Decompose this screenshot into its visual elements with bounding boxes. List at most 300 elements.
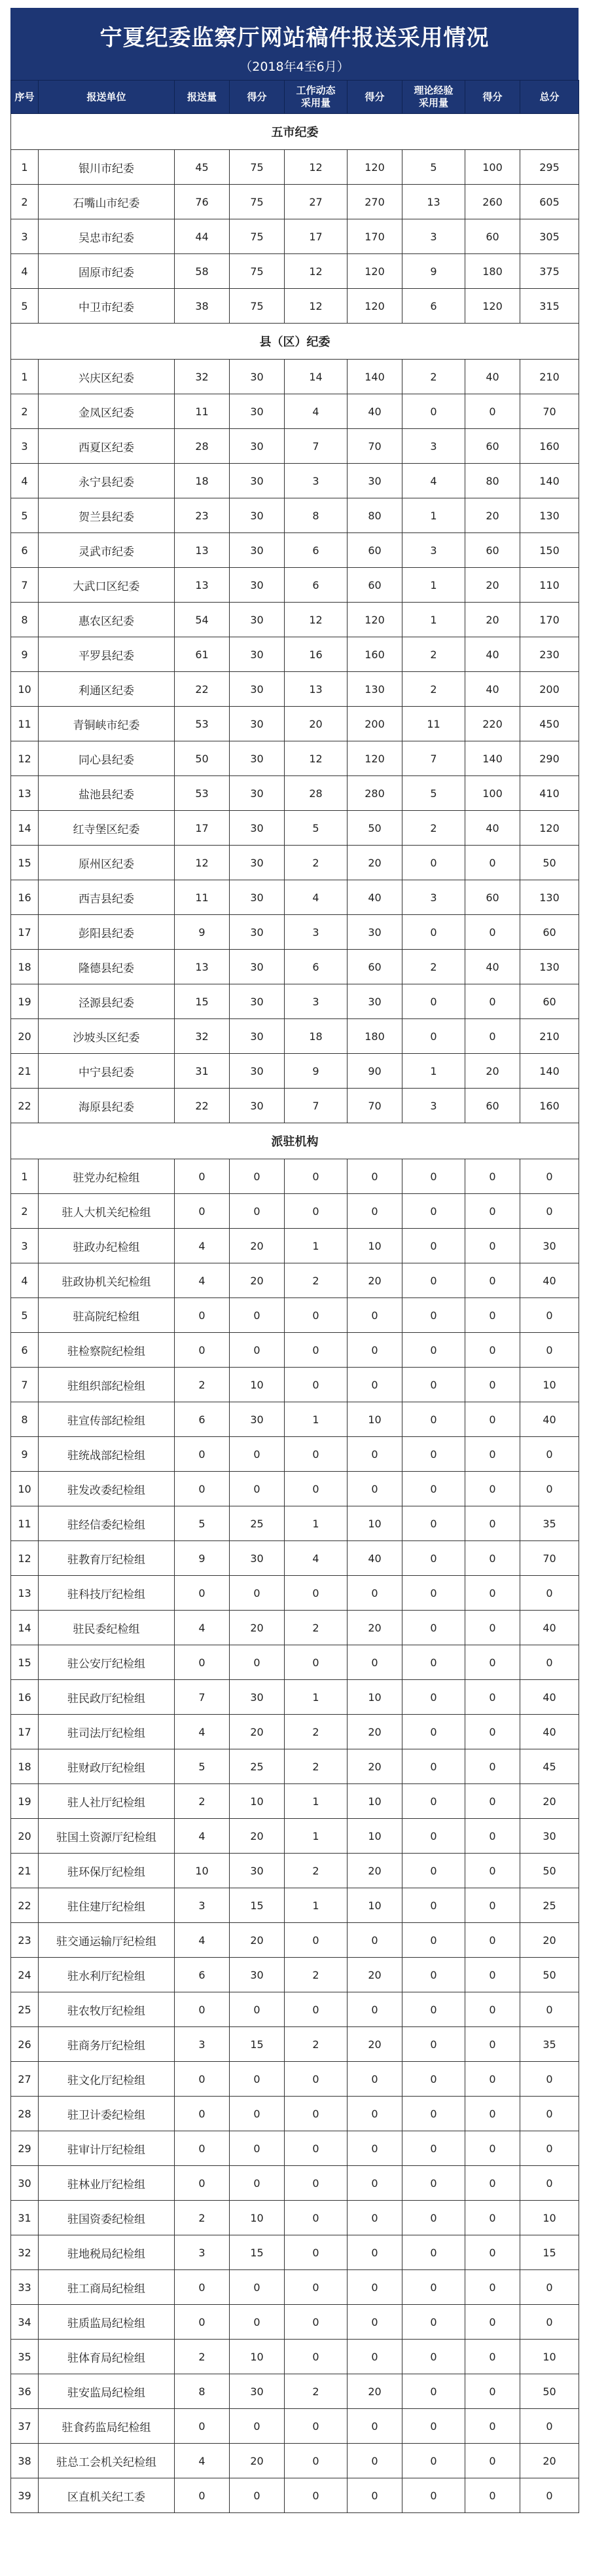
table-cell: 0	[285, 1437, 348, 1472]
table-cell: 0	[175, 2166, 230, 2201]
table-cell: 0	[175, 2097, 230, 2131]
table-cell: 6	[175, 1402, 230, 1437]
table-cell: 0	[230, 2270, 285, 2305]
table-cell: 30	[230, 707, 285, 741]
unit-name-cell: 沙坡头区纪委	[39, 1019, 175, 1054]
table-cell: 0	[348, 1333, 402, 1368]
table-cell: 15	[230, 1888, 285, 1923]
table-cell: 18	[285, 1019, 348, 1054]
table-cell: 0	[465, 2166, 520, 2201]
table-cell: 11	[175, 394, 230, 429]
table-row	[11, 2062, 579, 2097]
unit-name-cell: 金凤区纪委	[39, 394, 175, 429]
table-cell: 30	[230, 2374, 285, 2409]
table-cell: 13	[175, 533, 230, 568]
unit-name-cell: 驻党办纪检组	[39, 1159, 175, 1194]
table-cell: 1	[402, 498, 465, 533]
table-cell: 13	[285, 672, 348, 707]
table-cell: 1	[285, 1888, 348, 1923]
table-cell: 20	[348, 846, 402, 880]
table-cell: 0	[465, 1992, 520, 2027]
table-cell: 0	[402, 1784, 465, 1819]
table-cell: 7	[11, 568, 39, 603]
table-row	[11, 219, 579, 254]
table-cell: 0	[465, 2235, 520, 2270]
table-cell: 0	[402, 2235, 465, 2270]
table-cell: 0	[230, 2131, 285, 2166]
table-cell: 100	[465, 150, 520, 185]
table-cell: 0	[520, 2270, 579, 2305]
table-cell: 3	[11, 1229, 39, 1263]
table-cell: 0	[285, 2166, 348, 2201]
table-cell: 0	[285, 2340, 348, 2374]
table-cell: 5	[175, 1749, 230, 1784]
table-cell: 17	[175, 811, 230, 846]
table-cell: 4	[402, 464, 465, 498]
table-cell: 0	[230, 1645, 285, 1680]
header-cell: 报送单位	[39, 81, 175, 114]
table-cell: 11	[175, 880, 230, 915]
table-cell: 58	[175, 254, 230, 289]
title-banner	[10, 8, 579, 80]
table-cell: 140	[465, 741, 520, 776]
table-cell: 20	[230, 2444, 285, 2478]
table-cell: 0	[285, 2201, 348, 2235]
section-header-row	[11, 114, 579, 150]
table-cell: 15	[11, 1645, 39, 1680]
table-cell: 4	[175, 1229, 230, 1263]
table-cell: 10	[11, 672, 39, 707]
unit-name-cell: 驻环保厅纪检组	[39, 1854, 175, 1888]
unit-name-cell: 驻国土资源厅纪检组	[39, 1819, 175, 1854]
unit-name-cell: 驻文化厅纪检组	[39, 2062, 175, 2097]
table-cell: 6	[11, 1333, 39, 1368]
table-cell: 9	[402, 254, 465, 289]
table-cell: 0	[465, 1437, 520, 1472]
table-cell: 4	[175, 1263, 230, 1298]
table-cell: 12	[11, 741, 39, 776]
table-cell: 40	[520, 1402, 579, 1437]
table-cell: 0	[402, 1263, 465, 1298]
table-cell: 39	[11, 2478, 39, 2513]
table-cell: 75	[230, 254, 285, 289]
unit-name-cell: 区直机关纪工委	[39, 2478, 175, 2513]
unit-name-cell: 驻总工会机关纪检组	[39, 2444, 175, 2478]
table-cell: 0	[465, 1263, 520, 1298]
unit-name-cell: 平罗县纪委	[39, 637, 175, 672]
table-cell: 120	[348, 603, 402, 637]
table-cell: 0	[175, 1333, 230, 1368]
table-cell: 7	[285, 1089, 348, 1123]
table-cell: 2	[402, 360, 465, 394]
table-cell: 7	[11, 1368, 39, 1402]
table-cell: 0	[402, 2374, 465, 2409]
table-cell: 30	[230, 1019, 285, 1054]
table-cell: 0	[465, 1715, 520, 1749]
table-cell: 1	[11, 1159, 39, 1194]
table-cell: 16	[11, 1680, 39, 1715]
table-cell: 30	[230, 1854, 285, 1888]
table-cell: 20	[348, 1749, 402, 1784]
table-cell: 21	[11, 1854, 39, 1888]
table-cell: 0	[402, 1506, 465, 1541]
table-cell: 4	[285, 880, 348, 915]
table-cell: 0	[520, 1645, 579, 1680]
table-cell: 15	[230, 2235, 285, 2270]
table-cell: 4	[11, 254, 39, 289]
header-cell: 得分	[465, 81, 520, 114]
table-cell: 26	[11, 2027, 39, 2062]
table-cell: 0	[402, 846, 465, 880]
table-cell: 90	[348, 1054, 402, 1089]
section-title: 派驻机构	[11, 1123, 579, 1159]
table-cell: 0	[285, 2131, 348, 2166]
table-cell: 315	[520, 289, 579, 324]
table-cell: 0	[348, 1159, 402, 1194]
table-cell: 0	[465, 1888, 520, 1923]
table-cell: 0	[285, 1159, 348, 1194]
table-row	[11, 2340, 579, 2374]
table-cell: 40	[465, 811, 520, 846]
table-cell: 18	[175, 464, 230, 498]
table-cell: 11	[11, 1506, 39, 1541]
table-cell: 140	[520, 464, 579, 498]
table-cell: 13	[402, 185, 465, 219]
table-cell: 9	[175, 1541, 230, 1576]
table-cell: 32	[175, 1019, 230, 1054]
table-cell: 23	[175, 498, 230, 533]
table-row	[11, 464, 579, 498]
table-cell: 0	[402, 1472, 465, 1506]
table-row	[11, 1819, 579, 1854]
unit-name-cell: 驻地税局纪检组	[39, 2235, 175, 2270]
table-cell: 9	[175, 915, 230, 950]
unit-name-cell: 驻水利厅纪检组	[39, 1958, 175, 1992]
table-cell: 180	[465, 254, 520, 289]
table-cell: 0	[348, 2131, 402, 2166]
table-cell: 60	[520, 984, 579, 1019]
section-header-row	[11, 1123, 579, 1159]
unit-name-cell: 驻政办纪检组	[39, 1229, 175, 1263]
table-row	[11, 1298, 579, 1333]
table-cell: 12	[285, 603, 348, 637]
table-cell: 0	[465, 1368, 520, 1402]
table-row	[11, 950, 579, 984]
table-cell: 0	[465, 1749, 520, 1784]
unit-name-cell: 红寺堡区纪委	[39, 811, 175, 846]
table-cell: 4	[175, 2444, 230, 2478]
table-cell: 2	[11, 185, 39, 219]
table-row	[11, 394, 579, 429]
table-cell: 10	[230, 1368, 285, 1402]
table-cell: 120	[348, 741, 402, 776]
table-cell: 2	[175, 1368, 230, 1402]
table-cell: 0	[465, 1958, 520, 1992]
table-cell: 2	[285, 1958, 348, 1992]
table-cell: 5	[11, 1298, 39, 1333]
table-header-row	[11, 81, 579, 114]
table-cell: 20	[520, 2444, 579, 2478]
table-cell: 0	[402, 2166, 465, 2201]
table-cell: 6	[402, 289, 465, 324]
table-cell: 19	[11, 984, 39, 1019]
table-cell: 0	[285, 2305, 348, 2340]
table-cell: 0	[230, 1333, 285, 1368]
table-cell: 30	[230, 1402, 285, 1437]
table-cell: 34	[11, 2305, 39, 2340]
table-cell: 0	[465, 1784, 520, 1819]
table-cell: 28	[285, 776, 348, 811]
table-row	[11, 1194, 579, 1229]
table-cell: 0	[348, 2062, 402, 2097]
table-cell: 0	[402, 1541, 465, 1576]
table-cell: 0	[465, 394, 520, 429]
table-cell: 120	[348, 289, 402, 324]
table-cell: 6	[285, 950, 348, 984]
table-cell: 35	[11, 2340, 39, 2374]
unit-name-cell: 驻商务厅纪检组	[39, 2027, 175, 2062]
table-cell: 31	[11, 2201, 39, 2235]
table-cell: 0	[402, 2097, 465, 2131]
unit-name-cell: 驻工商局纪检组	[39, 2270, 175, 2305]
table-cell: 25	[520, 1888, 579, 1923]
table-cell: 20	[348, 1715, 402, 1749]
table-cell: 0	[348, 2166, 402, 2201]
table-cell: 3	[402, 533, 465, 568]
table-cell: 0	[465, 1541, 520, 1576]
table-cell: 20	[230, 1263, 285, 1298]
unit-name-cell: 驻安监局纪检组	[39, 2374, 175, 2409]
unit-name-cell: 青铜峡市纪委	[39, 707, 175, 741]
table-cell: 3	[11, 429, 39, 464]
table-cell: 0	[520, 1159, 579, 1194]
table-cell: 0	[465, 2201, 520, 2235]
table-cell: 5	[285, 811, 348, 846]
table-row	[11, 1784, 579, 1819]
table-cell: 10	[348, 1819, 402, 1854]
table-cell: 30	[348, 984, 402, 1019]
table-cell: 0	[465, 2270, 520, 2305]
table-cell: 280	[348, 776, 402, 811]
table-cell: 0	[285, 2478, 348, 2513]
unit-name-cell: 利通区纪委	[39, 672, 175, 707]
table-cell: 8	[285, 498, 348, 533]
table-cell: 11	[402, 707, 465, 741]
table-cell: 0	[402, 2270, 465, 2305]
table-cell: 0	[520, 1472, 579, 1506]
table-cell: 28	[11, 2097, 39, 2131]
table-cell: 61	[175, 637, 230, 672]
unit-name-cell: 驻国资委纪检组	[39, 2201, 175, 2235]
table-row	[11, 1923, 579, 1958]
table-cell: 0	[175, 1437, 230, 1472]
table-cell: 45	[175, 150, 230, 185]
unit-name-cell: 驻财政厅纪检组	[39, 1749, 175, 1784]
table-cell: 25	[11, 1992, 39, 2027]
table-cell: 75	[230, 289, 285, 324]
table-cell: 20	[348, 2027, 402, 2062]
table-cell: 230	[520, 637, 579, 672]
table-cell: 0	[348, 1645, 402, 1680]
table-cell: 120	[520, 811, 579, 846]
table-cell: 0	[175, 1576, 230, 1611]
table-cell: 0	[465, 2444, 520, 2478]
table-cell: 20	[11, 1019, 39, 1054]
table-cell: 0	[175, 1298, 230, 1333]
table-cell: 3	[175, 2027, 230, 2062]
table-cell: 10	[520, 1368, 579, 1402]
unit-name-cell: 驻民委纪检组	[39, 1611, 175, 1645]
table-row	[11, 1089, 579, 1123]
unit-name-cell: 吴忠市纪委	[39, 219, 175, 254]
table-cell: 40	[465, 360, 520, 394]
table-cell: 10	[348, 1888, 402, 1923]
table-cell: 30	[230, 394, 285, 429]
table-cell: 50	[520, 846, 579, 880]
table-cell: 35	[520, 1506, 579, 1541]
table-cell: 13	[11, 776, 39, 811]
table-cell: 0	[465, 1645, 520, 1680]
table-cell: 0	[465, 2131, 520, 2166]
table-cell: 0	[520, 2131, 579, 2166]
table-cell: 1	[285, 1784, 348, 1819]
table-cell: 0	[402, 1159, 465, 1194]
table-cell: 6	[11, 533, 39, 568]
table-cell: 60	[465, 219, 520, 254]
table-cell: 70	[520, 394, 579, 429]
table-cell: 38	[175, 289, 230, 324]
table-cell: 2	[285, 1611, 348, 1645]
unit-name-cell: 驻林业厅纪检组	[39, 2166, 175, 2201]
table-cell: 0	[402, 1298, 465, 1333]
table-cell: 1	[285, 1402, 348, 1437]
table-cell: 4	[175, 1819, 230, 1854]
table-cell: 30	[230, 811, 285, 846]
table-cell: 1	[402, 603, 465, 637]
table-cell: 0	[465, 2478, 520, 2513]
unit-name-cell: 驻人社厅纪检组	[39, 1784, 175, 1819]
table-cell: 0	[520, 1992, 579, 2027]
table-cell: 130	[520, 498, 579, 533]
table-cell: 0	[402, 1854, 465, 1888]
table-cell: 3	[402, 429, 465, 464]
table-cell: 0	[402, 984, 465, 1019]
table-cell: 0	[520, 2409, 579, 2444]
table-cell: 21	[11, 1054, 39, 1089]
table-cell: 4	[285, 1541, 348, 1576]
table-cell: 10	[348, 1784, 402, 1819]
table-cell: 1	[11, 360, 39, 394]
table-row	[11, 1019, 579, 1054]
unit-name-cell: 驻食药监局纪检组	[39, 2409, 175, 2444]
table-cell: 0	[402, 1819, 465, 1854]
table-cell: 29	[11, 2131, 39, 2166]
table-cell: 200	[520, 672, 579, 707]
table-cell: 13	[175, 950, 230, 984]
table-row	[11, 1333, 579, 1368]
table-cell: 75	[230, 219, 285, 254]
table-cell: 0	[465, 1333, 520, 1368]
unit-name-cell: 固原市纪委	[39, 254, 175, 289]
section-title: 五市纪委	[11, 114, 579, 150]
table-row	[11, 1437, 579, 1472]
table-cell: 60	[348, 533, 402, 568]
unit-name-cell: 永宁县纪委	[39, 464, 175, 498]
table-cell: 0	[230, 2062, 285, 2097]
unit-name-cell: 银川市纪委	[39, 150, 175, 185]
table-cell: 295	[520, 150, 579, 185]
table-cell: 53	[175, 707, 230, 741]
table-cell: 14	[11, 811, 39, 846]
table-cell: 170	[348, 219, 402, 254]
table-cell: 16	[285, 637, 348, 672]
table-cell: 5	[175, 1506, 230, 1541]
table-cell: 0	[230, 2305, 285, 2340]
table-cell: 50	[520, 1958, 579, 1992]
table-cell: 30	[230, 915, 285, 950]
table-cell: 30	[230, 603, 285, 637]
table-cell: 1	[11, 150, 39, 185]
table-cell: 0	[520, 1437, 579, 1472]
section-header-row	[11, 324, 579, 360]
table-cell: 14	[11, 1611, 39, 1645]
table-cell: 605	[520, 185, 579, 219]
table-cell: 2	[285, 2374, 348, 2409]
table-cell: 1	[285, 1819, 348, 1854]
table-cell: 30	[230, 1541, 285, 1576]
table-cell: 0	[465, 1229, 520, 1263]
table-cell: 30	[230, 672, 285, 707]
table-cell: 0	[175, 2409, 230, 2444]
table-cell: 0	[465, 984, 520, 1019]
table-cell: 0	[465, 1159, 520, 1194]
table-cell: 40	[520, 1680, 579, 1715]
table-cell: 0	[175, 2305, 230, 2340]
table-cell: 0	[175, 2478, 230, 2513]
table-cell: 20	[348, 1854, 402, 1888]
table-cell: 0	[348, 2235, 402, 2270]
table-cell: 40	[465, 672, 520, 707]
unit-name-cell: 驻经信委纪检组	[39, 1506, 175, 1541]
table-cell: 2	[402, 950, 465, 984]
table-cell: 15	[520, 2235, 579, 2270]
table-cell: 0	[175, 1159, 230, 1194]
unit-name-cell: 驻体育局纪检组	[39, 2340, 175, 2374]
header-cell: 工作动态 采用量	[285, 81, 348, 114]
table-cell: 30	[230, 1680, 285, 1715]
table-cell: 60	[520, 915, 579, 950]
table-cell: 2	[175, 1784, 230, 1819]
table-cell: 3	[175, 2235, 230, 2270]
unit-name-cell: 西夏区纪委	[39, 429, 175, 464]
table-row	[11, 2097, 579, 2131]
unit-name-cell: 同心县纪委	[39, 741, 175, 776]
table-row	[11, 150, 579, 185]
table-cell: 9	[285, 1054, 348, 1089]
table-cell: 40	[348, 880, 402, 915]
unit-name-cell: 贺兰县纪委	[39, 498, 175, 533]
table-cell: 210	[520, 360, 579, 394]
table-cell: 0	[465, 1923, 520, 1958]
table-cell: 0	[465, 2305, 520, 2340]
table-cell: 180	[348, 1019, 402, 1054]
table-cell: 12	[285, 289, 348, 324]
table-cell: 20	[465, 603, 520, 637]
table-cell: 270	[348, 185, 402, 219]
table-cell: 13	[175, 568, 230, 603]
table-cell: 0	[285, 2097, 348, 2131]
table-cell: 7	[285, 429, 348, 464]
